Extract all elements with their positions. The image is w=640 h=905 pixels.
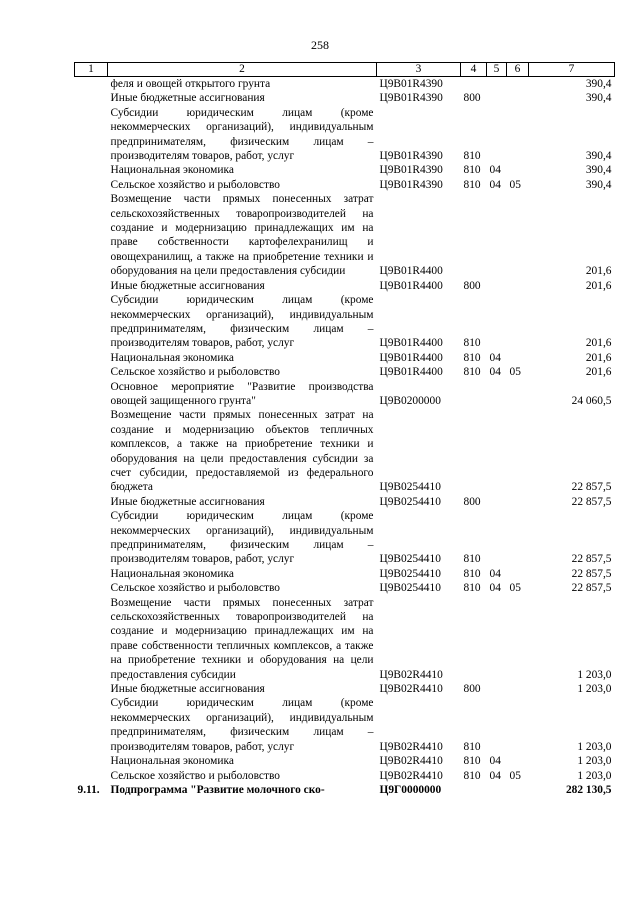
row-code: Ц9В01R4390 [379, 178, 443, 191]
row-number [75, 581, 108, 595]
row-amount: 390,4 [585, 150, 612, 163]
row-subsection: 05 [509, 178, 521, 191]
row-name: Иные бюджетные ассигнования [110, 279, 265, 292]
row-number: 9.11. [77, 783, 100, 796]
row-number [75, 192, 108, 278]
row-code: Ц9В0254410 [379, 495, 441, 508]
row-amount: 390,4 [585, 92, 612, 105]
row-number [75, 77, 108, 92]
row-section: 04 [489, 582, 501, 595]
column-header: 1 [75, 63, 108, 77]
row-expense-type: 810 [463, 351, 481, 364]
row-expense-type: 810 [463, 769, 481, 782]
row-expense-type [461, 783, 487, 797]
table-row [75, 163, 615, 177]
row-code: Ц9В0254410 [379, 553, 441, 566]
table-row [75, 365, 615, 379]
row-code: Ц9В01R4400 [379, 351, 443, 364]
row-name: Национальная экономика [110, 351, 234, 364]
row-code: Ц9В01R4390 [379, 92, 443, 105]
row-expense-type [461, 77, 487, 92]
row-expense-type: 810 [463, 582, 481, 595]
row-code: Ц9В01R4390 [379, 164, 443, 177]
row-amount: 24 060,5 [571, 394, 612, 407]
row-amount: 22 857,5 [571, 481, 612, 494]
row-name: Возмещение части прямых понесенных затрат на создание и модернизацию объектов тепличных комплексов, а также на приобретение техники и оборудования на цели предоставления субсидии за счет субсидии, предоставляемой из федерального бюджета [110, 409, 374, 494]
row-code: Ц9В02R4410 [379, 683, 443, 696]
table-row [75, 783, 615, 797]
row-number [75, 509, 108, 567]
row-amount: 1 203,0 [577, 769, 612, 782]
row-subsection [507, 682, 529, 696]
row-name: Национальная экономика [110, 567, 234, 580]
row-code: Ц9В02R4410 [379, 740, 443, 753]
row-code: Ц9В01R4400 [379, 265, 443, 278]
row-expense-type: 810 [463, 740, 481, 753]
row-number [75, 769, 108, 783]
row-expense-type [461, 380, 487, 409]
row-number [75, 380, 108, 409]
row-number [75, 163, 108, 177]
row-subsection [507, 696, 529, 754]
column-header: 7 [529, 63, 615, 77]
column-header: 3 [377, 63, 461, 77]
row-subsection [507, 77, 529, 92]
row-amount: 201,6 [585, 265, 612, 278]
row-name: Сельское хозяйство и рыболовство [110, 178, 280, 191]
row-code: Ц9В0254410 [379, 567, 441, 580]
row-expense-type [461, 192, 487, 278]
column-header: 5 [487, 63, 507, 77]
row-expense-type: 800 [463, 92, 481, 105]
row-code: Ц9В01R4400 [379, 279, 443, 292]
row-subsection [507, 192, 529, 278]
table-row [75, 769, 615, 783]
page-number: 258 [311, 38, 329, 52]
row-section: 04 [489, 755, 501, 768]
table-row [75, 682, 615, 696]
row-name: Субсидии юридическим лицам (кроме некоммерческих организаций), индивидуальным предпринимателям, физическим лицам – производителям товаров, работ, услуг [110, 294, 374, 350]
row-section [487, 495, 507, 509]
row-name: Национальная экономика [110, 755, 234, 768]
row-amount: 22 857,5 [571, 582, 612, 595]
budget-table [74, 62, 615, 797]
row-expense-type: 800 [463, 279, 481, 292]
row-section [487, 192, 507, 278]
row-subsection [507, 596, 529, 682]
row-name: Иные бюджетные ассигнования [110, 683, 265, 696]
row-section: 04 [489, 567, 501, 580]
row-number [75, 754, 108, 768]
row-name: Сельское хозяйство и рыболовство [110, 582, 280, 595]
row-subsection: 05 [509, 769, 521, 782]
row-amount: 390,4 [585, 78, 612, 90]
table-body [75, 77, 615, 798]
row-expense-type [461, 596, 487, 682]
row-section: 04 [489, 366, 501, 379]
row-expense-type: 810 [463, 366, 481, 379]
row-section [487, 279, 507, 293]
row-subsection [507, 351, 529, 365]
row-expense-type: 810 [463, 755, 481, 768]
row-amount: 390,4 [585, 164, 612, 177]
row-expense-type: 810 [463, 553, 481, 566]
row-amount: 1 203,0 [577, 668, 612, 681]
row-number [75, 495, 108, 509]
row-expense-type: 800 [463, 683, 481, 696]
row-section [487, 682, 507, 696]
row-name: Иные бюджетные ассигнования [110, 495, 265, 508]
row-expense-type: 810 [463, 337, 481, 350]
column-header: 6 [507, 63, 529, 77]
row-section [487, 596, 507, 682]
row-expense-type: 810 [463, 178, 481, 191]
row-subsection [507, 783, 529, 797]
table-row [75, 509, 615, 567]
table-row [75, 178, 615, 192]
table-row [75, 192, 615, 278]
table-row [75, 596, 615, 682]
table-row [75, 408, 615, 494]
row-number [75, 178, 108, 192]
row-name: Подпрограмма "Развитие молочного ско- [110, 783, 325, 796]
row-subsection [507, 567, 529, 581]
row-name: Возмещение части прямых понесенных затрат сельскохозяйственных товаропроизводителей на создание и модернизацию принадлежащих им на праве собственности тепличных комплексов, а также на приобретение техники и оборудования на цели предоставления субсидии [110, 596, 374, 681]
row-code: Ц9В01R4390 [379, 78, 443, 90]
row-amount: 282 130,5 [565, 783, 612, 796]
row-expense-type [461, 408, 487, 494]
table-row [75, 696, 615, 754]
row-amount: 201,6 [585, 337, 612, 350]
row-section [487, 91, 507, 105]
table-row [75, 91, 615, 105]
row-amount: 22 857,5 [571, 567, 612, 580]
row-name: Основное мероприятие "Развитие производства овощей защищенного грунта" [110, 380, 374, 407]
row-expense-type: 800 [463, 495, 481, 508]
row-subsection [507, 408, 529, 494]
row-number [75, 91, 108, 105]
row-code: Ц9В0254410 [379, 582, 441, 595]
row-expense-type: 810 [463, 150, 481, 163]
row-section [487, 293, 507, 351]
row-amount: 1 203,0 [577, 755, 612, 768]
row-section: 04 [489, 351, 501, 364]
row-subsection: 05 [509, 366, 521, 379]
row-code: Ц9В02R4410 [379, 769, 443, 782]
row-number [75, 351, 108, 365]
row-section [487, 380, 507, 409]
row-section [487, 509, 507, 567]
row-amount: 201,6 [585, 351, 612, 364]
table-row [75, 581, 615, 595]
row-name: Национальная экономика [110, 164, 234, 177]
row-number [75, 293, 108, 351]
row-name: Иные бюджетные ассигнования [110, 92, 265, 105]
row-name: Сельское хозяйство и рыболовство [110, 366, 280, 379]
row-subsection [507, 509, 529, 567]
row-subsection [507, 163, 529, 177]
row-code: Ц9В01R4400 [379, 366, 443, 379]
row-name: Субсидии юридическим лицам (кроме некоммерческих организаций), индивидуальным предпринимателям, физическим лицам – производителям товаров, работ, услуг [110, 510, 374, 566]
row-amount: 22 857,5 [571, 553, 612, 566]
column-header: 4 [461, 63, 487, 77]
row-name: Сельское хозяйство и рыболовство [110, 769, 280, 782]
row-section [487, 696, 507, 754]
row-expense-type: 810 [463, 567, 481, 580]
row-section: 04 [489, 164, 501, 177]
row-subsection [507, 106, 529, 164]
row-section: 04 [489, 769, 501, 782]
row-amount: 22 857,5 [571, 495, 612, 508]
row-number [75, 279, 108, 293]
row-section [487, 408, 507, 494]
header-row [75, 63, 615, 77]
row-code: Ц9В0254410 [379, 481, 441, 494]
table-row [75, 351, 615, 365]
row-code: Ц9В02R4410 [379, 755, 443, 768]
table-row [75, 106, 615, 164]
row-section: 04 [489, 178, 501, 191]
row-subsection [507, 293, 529, 351]
row-code: Ц9В0200000 [379, 394, 441, 407]
row-subsection [507, 754, 529, 768]
row-section [487, 77, 507, 92]
row-number [75, 682, 108, 696]
row-code: Ц9В01R4400 [379, 337, 443, 350]
table-row [75, 293, 615, 351]
row-number [75, 365, 108, 379]
row-subsection [507, 380, 529, 409]
table-row [75, 77, 615, 92]
row-amount: 201,6 [585, 279, 612, 292]
row-amount: 201,6 [585, 366, 612, 379]
row-subsection [507, 279, 529, 293]
row-code: Ц9Г0000000 [379, 783, 442, 796]
row-number [75, 408, 108, 494]
row-section [487, 783, 507, 797]
row-subsection [507, 495, 529, 509]
row-name: Субсидии юридическим лицам (кроме некоммерческих организаций), индивидуальным предпринимателям, физическим лицам – производителям товаров, работ, услуг [110, 697, 374, 753]
row-name: Возмещение части прямых понесенных затрат сельскохозяйственных товаропроизводителей на создание и модернизацию принадлежащих им на праве собственности картофелехранилищ и овощехранилищ, а также на приобретение техники и оборудования на цели предоставления субсидии [110, 193, 374, 278]
row-number [75, 567, 108, 581]
row-name: Субсидии юридическим лицам (кроме некоммерческих организаций), индивидуальным предпринимателям, физическим лицам – производителям товаров, работ, услуг [110, 106, 374, 163]
table-row [75, 567, 615, 581]
row-amount: 390,4 [585, 178, 612, 191]
row-number [75, 596, 108, 682]
row-amount: 1 203,0 [577, 740, 612, 753]
table-row [75, 380, 615, 409]
row-code: Ц9В02R4410 [379, 668, 443, 681]
table-row [75, 754, 615, 768]
row-amount: 1 203,0 [577, 683, 612, 696]
table-row [75, 279, 615, 293]
row-section [487, 106, 507, 164]
row-expense-type: 810 [463, 164, 481, 177]
row-number [75, 696, 108, 754]
row-subsection: 05 [509, 582, 521, 595]
column-header: 2 [108, 63, 377, 77]
row-subsection [507, 91, 529, 105]
table-row [75, 495, 615, 509]
row-name: феля и овощей открытого грунта [110, 78, 271, 90]
row-code: Ц9В01R4390 [379, 150, 443, 163]
row-number [75, 106, 108, 164]
